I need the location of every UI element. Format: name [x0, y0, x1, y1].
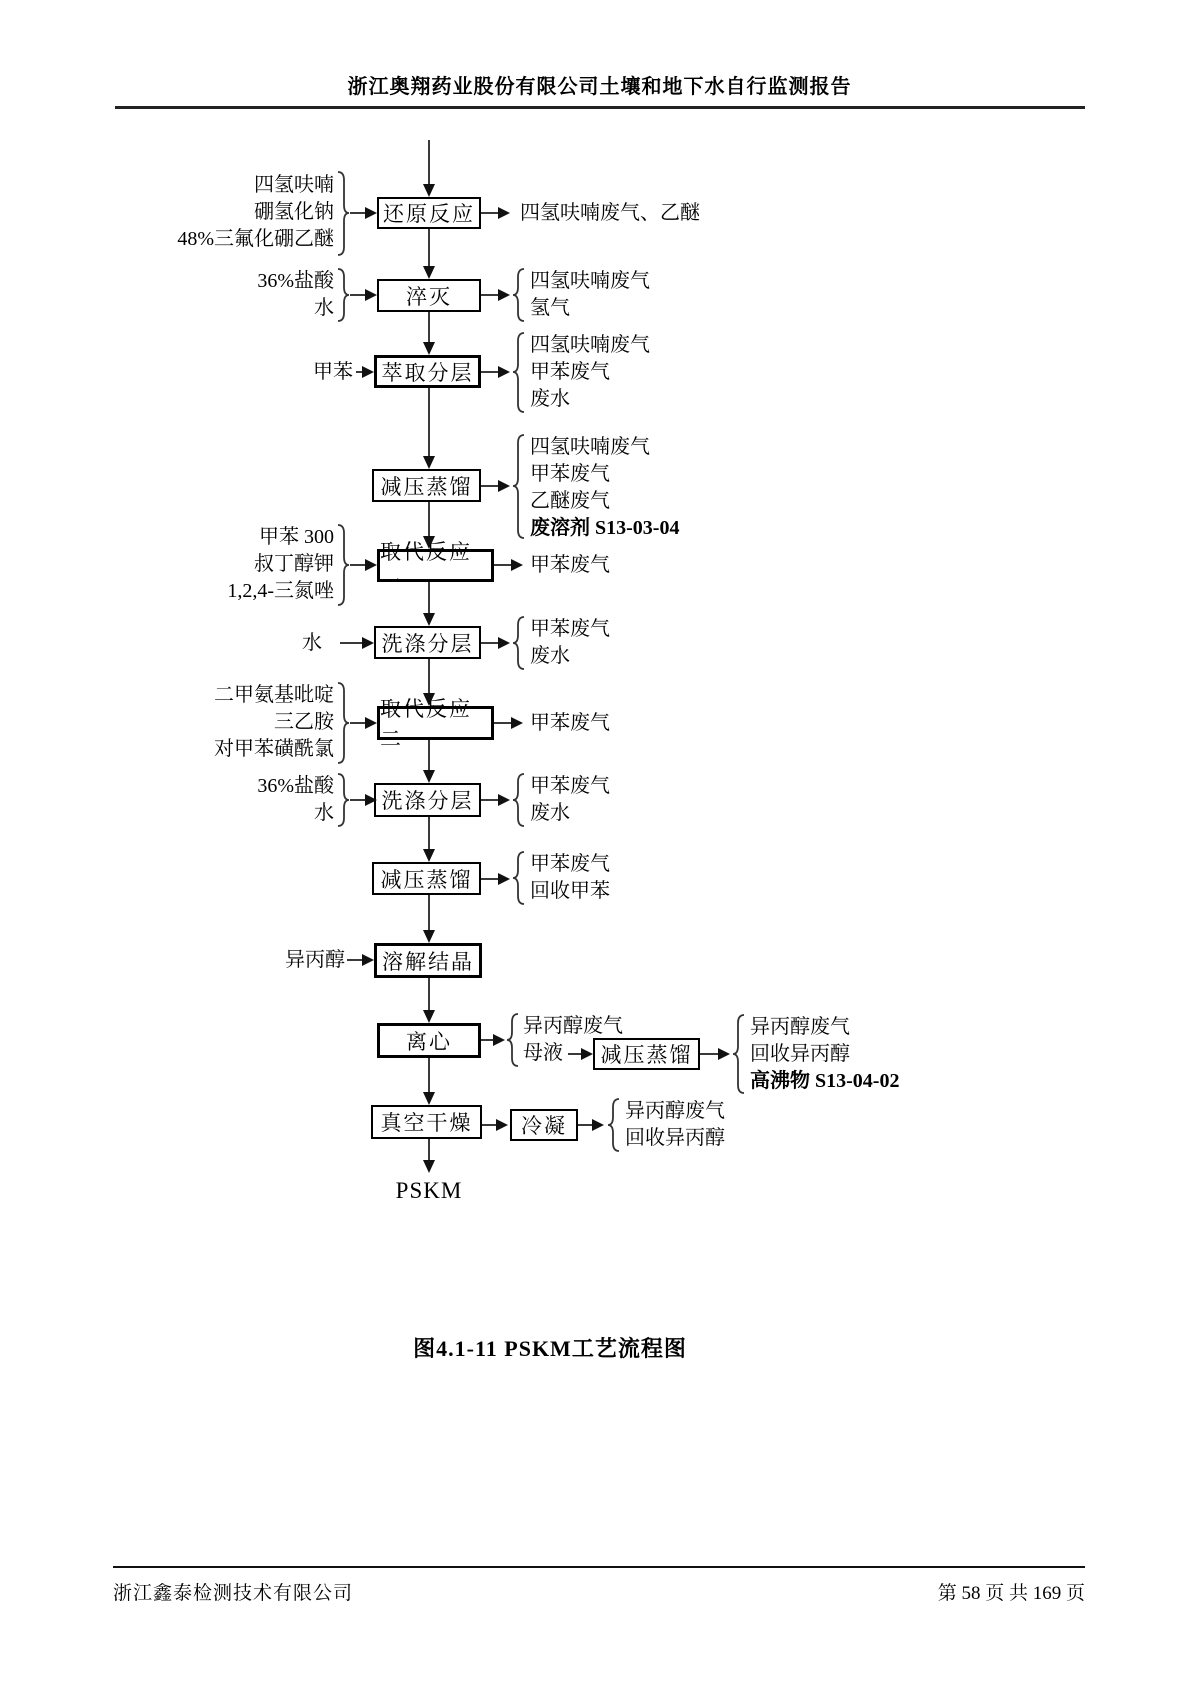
arrow-down-icon: [423, 342, 435, 355]
flow-line: [350, 722, 365, 724]
input-label: 异丙醇: [285, 949, 345, 971]
input-label-group: [60, 524, 334, 605]
output-label: 乙醚废气: [530, 490, 610, 512]
arrow-down-icon: [423, 1092, 435, 1105]
flow-line: [350, 294, 365, 296]
output-label: 废水: [530, 388, 570, 410]
arrow-right-icon: [365, 207, 377, 219]
flow-line: [428, 895, 430, 931]
input-label-group: [60, 172, 334, 253]
input-label-group: [60, 947, 345, 974]
box-label: 淬灭: [406, 284, 452, 309]
output-label: 异丙醇废气: [523, 1015, 623, 1037]
arrow-down-icon: [423, 613, 435, 626]
final-product-label: PSKM: [395, 1178, 463, 1203]
flow-line: [494, 722, 511, 724]
output-brace: [512, 332, 526, 413]
input-label-group: [60, 268, 334, 322]
flow-line: [350, 564, 365, 566]
arrow-right-icon: [498, 637, 510, 649]
flow-line: [340, 642, 362, 644]
output-label-group: [530, 851, 610, 905]
arrow-right-icon: [498, 289, 510, 301]
arrow-down-icon: [423, 184, 435, 197]
output-brace: [512, 851, 526, 905]
arrow-down-icon: [423, 1160, 435, 1173]
input-label: 甲苯: [313, 361, 353, 383]
input-label: 叔丁醇钾: [254, 553, 334, 575]
input-label-group: [60, 773, 334, 827]
flow-line: [481, 642, 498, 644]
flow-line: [350, 799, 365, 801]
input-brace: [336, 268, 350, 322]
input-label: 48%三氟化硼乙醚: [177, 228, 334, 250]
box-label: 减压蒸馏: [380, 474, 473, 499]
flow-line: [481, 878, 498, 880]
flow-line: [481, 294, 498, 296]
flow-line: [428, 502, 430, 537]
flow-line: [481, 212, 498, 214]
arrow-right-icon: [498, 794, 510, 806]
output-label: 回收甲苯: [530, 880, 610, 902]
box-label: 取代反应一: [380, 539, 472, 594]
output-label: 回收异丙醇: [625, 1127, 725, 1149]
flow-line: [481, 371, 498, 373]
box-label: 取代反应二: [380, 697, 472, 751]
quench-box: [377, 279, 481, 312]
flow-line: [482, 1124, 496, 1126]
substitution-reaction-2-box: [377, 697, 494, 751]
centrifuge-box: [377, 1023, 481, 1058]
vacuum-drying-box: [371, 1105, 482, 1139]
arrow-right-icon: [365, 559, 377, 571]
output-label: 甲苯废气: [530, 853, 610, 875]
output-label: 废水: [530, 802, 570, 824]
box-label: 真空干燥: [380, 1111, 473, 1135]
figure-caption: 图4.1-11 PSKM工艺流程图: [413, 1336, 687, 1361]
flow-line: [481, 485, 498, 487]
arrow-right-icon: [498, 480, 510, 492]
input-label: 硼氢化钠: [254, 201, 334, 223]
arrow-right-icon: [718, 1048, 730, 1060]
output-label: 甲苯废气: [530, 554, 610, 576]
box-label: 减压蒸馏: [380, 867, 473, 892]
input-brace: [336, 171, 350, 256]
output-label: 异丙醇废气: [625, 1100, 725, 1122]
output-label: 废水: [530, 645, 570, 667]
input-label: 水: [314, 802, 334, 824]
page-header-title: 浙江奥翔药业股份有限公司土壤和地下水自行监测报告: [347, 76, 852, 98]
flow-line: [568, 1053, 581, 1055]
output-brace: [732, 1014, 746, 1094]
arrow-right-icon: [365, 717, 377, 729]
flow-line: [428, 1139, 430, 1161]
footer-page-number: 第 58 页 共 169 页: [937, 1583, 1085, 1604]
washing-separation-2-box: [374, 783, 481, 817]
input-label-group: [60, 682, 334, 763]
dissolution-crystallization-box: [374, 943, 482, 978]
arrow-right-icon: [365, 289, 377, 301]
input-brace: [336, 682, 350, 764]
flow-line: [428, 388, 430, 456]
output-label: 甲苯废气: [530, 712, 610, 734]
input-label: 对甲苯磺酰氯: [214, 738, 334, 760]
arrow-right-icon: [362, 954, 374, 966]
arrow-right-icon: [498, 207, 510, 219]
input-label: 36%盐酸: [257, 775, 334, 797]
input-label: 水: [302, 632, 322, 654]
arrow-right-icon: [362, 637, 374, 649]
arrow-down-icon: [423, 266, 435, 279]
condensation-box: [510, 1109, 578, 1141]
vacuum-distillation-box-2: [372, 862, 481, 895]
output-label: 母液: [523, 1042, 563, 1064]
output-brace: [512, 268, 526, 322]
arrow-down-icon: [423, 930, 435, 943]
output-label-group: [530, 616, 610, 670]
flow-line: [700, 1053, 718, 1055]
box-label: 洗涤分层: [381, 789, 474, 813]
output-label-group: [530, 773, 610, 827]
input-brace: [336, 524, 350, 606]
footer-rule: [113, 1566, 1085, 1568]
input-label: 1,2,4-三氮唑: [227, 580, 334, 602]
flow-line: [481, 1039, 493, 1041]
output-label-group: [530, 332, 650, 413]
output-label: 四氢呋喃废气: [530, 334, 650, 356]
output-brace: [506, 1013, 520, 1067]
box-label: 洗涤分层: [381, 631, 474, 656]
box-label: 还原反应: [383, 202, 475, 226]
flow-line: [428, 659, 430, 694]
output-label-group: [530, 268, 650, 322]
input-label: 四氢呋喃: [254, 174, 334, 196]
output-label: 甲苯废气: [530, 463, 610, 485]
output-label: 异丙醇废气: [750, 1016, 850, 1038]
output-label-group: [750, 1014, 899, 1095]
arrow-right-icon: [592, 1119, 604, 1131]
box-label: 冷凝: [521, 1114, 567, 1138]
input-label: 三乙胺: [274, 711, 334, 733]
arrow-down-icon: [423, 849, 435, 862]
footer-company: 浙江鑫泰检测技术有限公司: [113, 1583, 354, 1604]
output-label: 回收异丙醇: [750, 1043, 850, 1065]
input-label: 二甲氨基吡啶: [214, 684, 334, 706]
arrow-down-icon: [423, 1010, 435, 1023]
washing-separation-1-box: [374, 626, 481, 659]
flow-line: [428, 140, 430, 185]
input-brace: [336, 773, 350, 827]
flow-line: [428, 312, 430, 343]
output-label-group: [523, 1013, 623, 1067]
flow-line: [347, 959, 362, 961]
arrow-right-icon: [365, 794, 377, 806]
arrow-right-icon: [581, 1048, 593, 1060]
output-label: 氢气: [530, 297, 570, 319]
arrow-right-icon: [496, 1119, 508, 1131]
waste-code-label: 废溶剂 S13-03-04: [530, 517, 680, 539]
input-label-group: [60, 359, 353, 386]
reduction-reaction-box: [377, 197, 481, 229]
output-label: 四氢呋喃废气、乙醚: [520, 202, 700, 224]
waste-code-label: 高沸物 S13-04-02: [750, 1070, 900, 1092]
arrow-right-icon: [493, 1034, 505, 1046]
arrow-down-icon: [423, 770, 435, 783]
flow-line: [428, 1058, 430, 1093]
output-label-group: [625, 1098, 725, 1152]
extraction-separation-box: [374, 355, 481, 388]
arrow-right-icon: [498, 366, 510, 378]
flow-line: [350, 212, 365, 214]
input-label: 36%盐酸: [257, 270, 334, 292]
input-label: 水: [314, 297, 334, 319]
output-label: 甲苯废气: [530, 618, 610, 640]
vacuum-distillation-box-1: [372, 469, 481, 502]
arrow-down-icon: [423, 456, 435, 469]
box-label: 离心: [406, 1029, 452, 1054]
flow-line: [494, 564, 511, 566]
output-label: 甲苯废气: [530, 361, 610, 383]
flow-line: [428, 978, 430, 1011]
output-label: 四氢呋喃废气: [530, 270, 650, 292]
output-brace: [512, 616, 526, 670]
box-label: 减压蒸馏: [600, 1043, 693, 1067]
arrow-right-icon: [511, 559, 523, 571]
output-label: 四氢呋喃废气: [530, 436, 650, 458]
input-label-group: [60, 630, 322, 657]
input-label: 甲苯 300: [259, 526, 334, 548]
substitution-reaction-1-box: [377, 539, 494, 594]
arrow-right-icon: [498, 873, 510, 885]
arrow-right-icon: [362, 366, 374, 378]
flow-line: [481, 799, 498, 801]
flow-line: [428, 817, 430, 850]
output-label: 甲苯废气: [530, 775, 610, 797]
flow-line: [578, 1124, 592, 1126]
box-label: 溶解结晶: [382, 949, 474, 974]
arrow-right-icon: [511, 717, 523, 729]
box-label: 萃取分层: [381, 360, 474, 385]
output-brace: [512, 773, 526, 827]
output-brace: [607, 1098, 621, 1152]
header-rule: [115, 106, 1085, 109]
output-label-group: [530, 434, 679, 542]
flow-line: [428, 229, 430, 266]
output-brace: [512, 434, 526, 539]
